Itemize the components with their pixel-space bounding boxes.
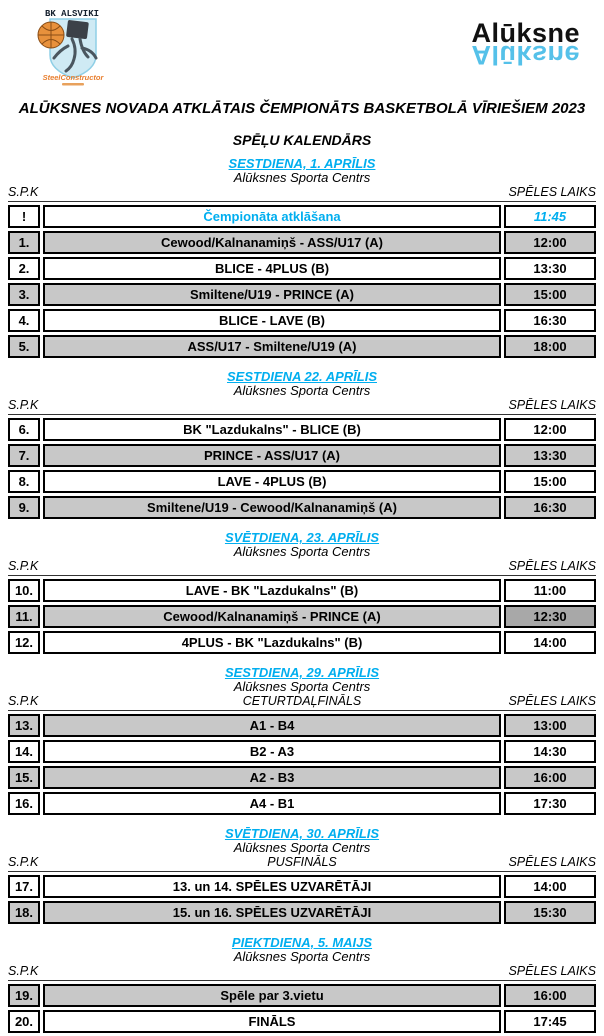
column-header-row [8,855,596,872]
match-cell: 15. un 16. SPĒLES UZVARĒTĀJI [43,901,501,924]
match-cell: ASS/U17 - Smiltene/U19 (A) [43,335,501,358]
section-venue: Alūksnes Sporta Centrs [233,170,371,185]
table-row [8,740,596,763]
game-number-cell: 2. [8,257,40,280]
spk-column-label: S.P.K [8,185,39,199]
game-number-cell: 19. [8,984,40,1007]
time-column-label: SPĒLES LAIKS [508,964,596,978]
time-cell: 17:30 [504,792,596,815]
match-cell: A1 - B4 [43,714,501,737]
schedule-section [8,665,596,818]
club-logo [20,6,124,92]
game-number-cell: 6. [8,418,40,441]
municipality-name-reflection: Alūksne [471,40,580,70]
time-cell: 14:00 [504,631,596,654]
match-cell: Cewood/Kalnanamiņš - ASS/U17 (A) [43,231,501,254]
time-column-label: SPĒLES LAIKS [508,185,596,199]
time-cell: 11:00 [504,579,596,602]
match-cell: 4PLUS - BK "Lazdukalns" (B) [43,631,501,654]
column-header-row [8,398,596,415]
table-row [8,418,596,441]
spk-column-label: S.P.K [8,964,39,978]
schedule-table [5,981,599,1036]
section-date-heading: SESTDIENA, 29. APRĪLIS [224,665,380,680]
game-number-cell: 14. [8,740,40,763]
sponsor-text: SteelConstructor [42,73,104,82]
match-cell: A2 - B3 [43,766,501,789]
spk-column-label: S.P.K [8,398,39,412]
game-number-cell: 18. [8,901,40,924]
municipality-logo [471,20,586,68]
match-cell: Spēle par 3.vietu [43,984,501,1007]
game-number-cell: 11. [8,605,40,628]
schedule-section [8,826,596,927]
game-number-cell: 10. [8,579,40,602]
time-column-label: SPĒLES LAIKS [508,398,596,412]
spk-column-label: S.P.K [8,559,39,573]
masthead [8,0,596,92]
section-date-heading: SESTDIENA, 1. APRĪLIS [228,156,376,171]
match-cell: BLICE - 4PLUS (B) [43,257,501,280]
section-venue: Alūksnes Sporta Centrs [233,679,371,694]
game-number-cell: 16. [8,792,40,815]
table-row [8,579,596,602]
page-title: ALŪKSNES NOVADA ATKLĀTAIS ČEMPIONĀTS BASKETBOLĀ VĪRIEŠIEM 2023 [18,100,586,117]
game-number-cell: ! [8,205,40,228]
table-row [8,205,596,228]
section-date-heading: SVĒTDIENA, 23. APRĪLIS [224,530,380,545]
time-cell: 17:45 [504,1010,596,1033]
table-row [8,470,596,493]
time-cell: 14:30 [504,740,596,763]
section-venue: Alūksnes Sporta Centrs [233,544,371,559]
table-row [8,309,596,332]
game-number-cell: 1. [8,231,40,254]
sponsor-subline [62,83,84,86]
match-cell: LAVE - BK "Lazdukalns" (B) [43,579,501,602]
time-cell: 18:00 [504,335,596,358]
game-number-cell: 12. [8,631,40,654]
game-number-cell: 5. [8,335,40,358]
club-name-text: BK ALSVIKI [44,9,100,19]
section-date-heading: PIEKTDIENA, 5. MAIJS [231,935,373,950]
table-row [8,766,596,789]
time-cell: 16:30 [504,496,596,519]
game-number-cell: 3. [8,283,40,306]
table-row [8,901,596,924]
time-cell: 15:30 [504,901,596,924]
column-header-row [8,559,596,576]
time-cell: 15:00 [504,470,596,493]
schedule-table [5,415,599,522]
table-row [8,631,596,654]
time-cell: 13:30 [504,257,596,280]
schedule-table [5,576,599,657]
section-date-heading: SESTDIENA 22. APRĪLIS [226,369,377,384]
schedule-section [8,530,596,657]
section-venue: Alūksnes Sporta Centrs [233,949,371,964]
time-cell: 11:45 [504,205,596,228]
match-cell: 13. un 14. SPĒLES UZVARĒTĀJI [43,875,501,898]
time-cell: 14:00 [504,875,596,898]
column-header-row [8,694,596,711]
game-number-cell: 17. [8,875,40,898]
municipality-name: Alūksne [471,18,580,48]
match-cell: B2 - A3 [43,740,501,763]
table-row [8,257,596,280]
table-row [8,444,596,467]
game-number-cell: 8. [8,470,40,493]
table-row [8,1010,596,1033]
match-cell: Cewood/Kalnanamiņš - PRINCE (A) [43,605,501,628]
stage-label: PUSFINĀLS [267,855,337,869]
page-subtitle: SPĒĻU KALENDĀRS [232,132,372,148]
time-cell: 12:00 [504,231,596,254]
section-venue: Alūksnes Sporta Centrs [233,383,371,398]
game-number-cell: 7. [8,444,40,467]
spk-column-label: S.P.K [8,855,39,869]
table-row [8,231,596,254]
time-cell: 15:00 [504,283,596,306]
match-cell: LAVE - 4PLUS (B) [43,470,501,493]
schedule-table [5,711,599,818]
section-venue: Alūksnes Sporta Centrs [233,840,371,855]
schedule-section [8,156,596,361]
schedule-table [5,202,599,361]
stage-label: CETURTDAĻFINĀLS [242,694,362,708]
game-number-cell: 4. [8,309,40,332]
column-header-row [8,185,596,202]
table-row [8,496,596,519]
match-cell: A4 - B1 [43,792,501,815]
game-number-cell: 20. [8,1010,40,1033]
table-row [8,335,596,358]
table-row [8,875,596,898]
game-number-cell: 13. [8,714,40,737]
match-cell: BK "Lazdukalns" - BLICE (B) [43,418,501,441]
column-header-row [8,964,596,981]
match-cell: Smiltene/U19 - PRINCE (A) [43,283,501,306]
table-row [8,283,596,306]
table-row [8,792,596,815]
time-cell: 13:00 [504,714,596,737]
match-cell: BLICE - LAVE (B) [43,309,501,332]
time-cell: 13:30 [504,444,596,467]
section-date-heading: SVĒTDIENA, 30. APRĪLIS [224,826,380,841]
schedule-section [8,369,596,522]
time-cell: 12:30 [504,605,596,628]
welding-helmet-icon [66,20,89,39]
match-cell: Smiltene/U19 - Cewood/Kalnanamiņš (A) [43,496,501,519]
table-row [8,984,596,1007]
time-column-label: SPĒLES LAIKS [508,855,596,869]
table-row [8,605,596,628]
time-cell: 16:00 [504,984,596,1007]
game-number-cell: 9. [8,496,40,519]
match-cell: PRINCE - ASS/U17 (A) [43,444,501,467]
time-cell: 16:30 [504,309,596,332]
match-cell: Čempionāta atklāšana [43,205,501,228]
spk-column-label: S.P.K [8,694,39,708]
match-cell: FINĀLS [43,1010,501,1033]
schedule-table [5,872,599,927]
schedule-section [8,935,596,1036]
time-cell: 12:00 [504,418,596,441]
table-row [8,714,596,737]
game-number-cell: 15. [8,766,40,789]
time-cell: 16:00 [504,766,596,789]
time-column-label: SPĒLES LAIKS [508,694,596,708]
time-column-label: SPĒLES LAIKS [508,559,596,573]
sections-container [8,156,596,1036]
